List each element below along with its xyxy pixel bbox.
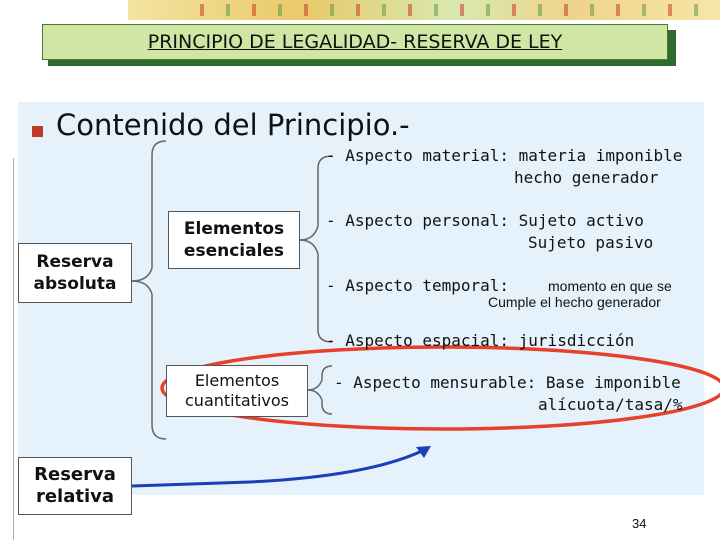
brace-mensurable-lower bbox=[308, 390, 332, 414]
aspecto-personal-cont: Sujeto pasivo bbox=[528, 233, 654, 252]
aspecto-espacial: - Aspecto espacial: jurisdicción bbox=[326, 331, 635, 350]
aspecto-personal: - Aspecto personal: Sujeto activo bbox=[326, 211, 644, 230]
elementos-cuantitativos-label: Elementos cuantitativos bbox=[185, 371, 289, 410]
brace-mensurable-upper bbox=[308, 366, 332, 390]
aspecto-mensurable: - Aspecto mensurable: Base imponible bbox=[334, 373, 681, 392]
brace-lower bbox=[132, 281, 166, 439]
reserva-relativa-label: Reserva relativa bbox=[34, 464, 116, 507]
aspecto-temporal: - Aspecto temporal: bbox=[326, 276, 510, 295]
page-number: 34 bbox=[632, 516, 647, 531]
slide-title: PRINCIPIO DE LEGALIDAD- RESERVA DE LEY bbox=[147, 31, 563, 53]
aspecto-material: - Aspecto material: materia imponible bbox=[326, 146, 683, 165]
aspecto-temporal-detail: momento en que se bbox=[548, 278, 672, 294]
aspecto-material-cont: hecho generador bbox=[514, 168, 659, 187]
elementos-esenciales-box bbox=[168, 211, 300, 269]
elementos-cuantitativos-box bbox=[166, 365, 308, 417]
reserva-absoluta-box bbox=[18, 243, 132, 303]
brace-upper bbox=[132, 141, 166, 281]
elementos-esenciales-label: Elementos esenciales bbox=[183, 219, 285, 261]
aspecto-temporal-detail-cont: Cumple el hecho generador bbox=[488, 294, 661, 310]
reserva-absoluta-label: Reserva absoluta bbox=[33, 252, 117, 294]
content-heading: Contenido del Principio.- bbox=[56, 108, 410, 142]
reserva-relativa-box bbox=[18, 457, 132, 515]
reserva-relativa-arrow bbox=[132, 450, 424, 486]
aspecto-mensurable-cont: alícuota/tasa/% bbox=[538, 395, 683, 414]
